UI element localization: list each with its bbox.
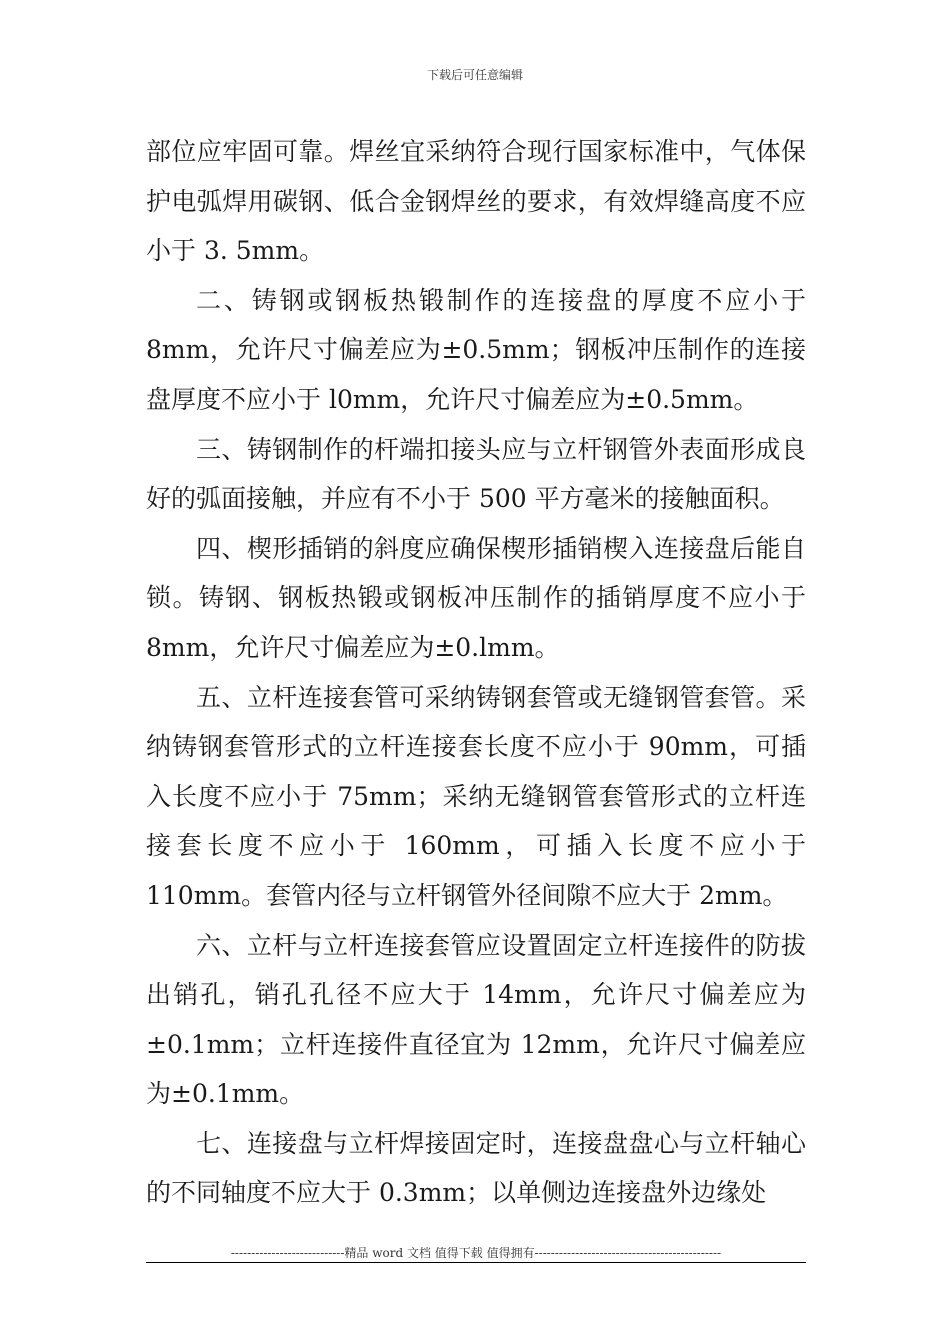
paragraph-item-2: 二、铸钢或钢板热锻制作的连接盘的厚度不应小于8mm，允许尺寸偏差应为±0.5mm；钢板冲压制作的连接盘厚度不应小于 l0mm，允许尺寸偏差应为±0.5mm。 bbox=[146, 285, 806, 414]
footer-divider bbox=[146, 1262, 806, 1263]
paragraph-item-4: 四、楔形插销的斜度应确保楔形插销楔入连接盘后能自锁。铸钢、钢板热锻或钢板冲压制作的插销厚度不应小于 8mm，允许尺寸偏差应为±0.lmm。 bbox=[146, 533, 806, 662]
paragraph-continuation: 部位应牢固可靠。焊丝宜采纳符合现行国家标准中，气体保护电弧焊用碳钢、低合金钢焊丝的要求，有效焊缝高度不应小于 3. 5mm。 bbox=[146, 137, 806, 266]
paragraph-item-3: 三、铸钢制作的杆端扣接头应与立杆钢管外表面形成良好的弧面接触，并应有不小于 500 平方毫米的接触面积。 bbox=[146, 434, 806, 514]
paragraph-item-7: 七、连接盘与立杆焊接固定时，连接盘盘心与立杆轴心的不同轴度不应大于 0.3mm；以单侧边连接盘外边缘处 bbox=[146, 1128, 806, 1208]
document-body bbox=[146, 127, 806, 1218]
paragraph-item-5: 五、立杆连接套管可采纳铸钢套管或无缝钢管套管。采纳铸钢套管形式的立杆连接套长度不应小于 90mm，可插入长度不应小于 75mm；采纳无缝钢管套管形式的立杆连接套长度不应小于 160mm，可插入长度不应小于 110mm。套管内径与立杆钢管外径间隙不应大于 2mm。 bbox=[146, 682, 806, 910]
page-header: 下载后可任意编辑 bbox=[426, 68, 523, 82]
paragraph-item-6: 六、立杆与立杆连接套管应设置固定立杆连接件的防拔出销孔，销孔孔径不应大于 14mm，允许尺寸偏差应为±0.1mm；立杆连接件直径宜为 12mm，允许尺寸偏差应为±0.1mm。 bbox=[146, 930, 806, 1109]
page-footer: ----------------------------精品 word 文档 值得下载 值得拥有---------------------------------------------- bbox=[230, 1246, 722, 1260]
